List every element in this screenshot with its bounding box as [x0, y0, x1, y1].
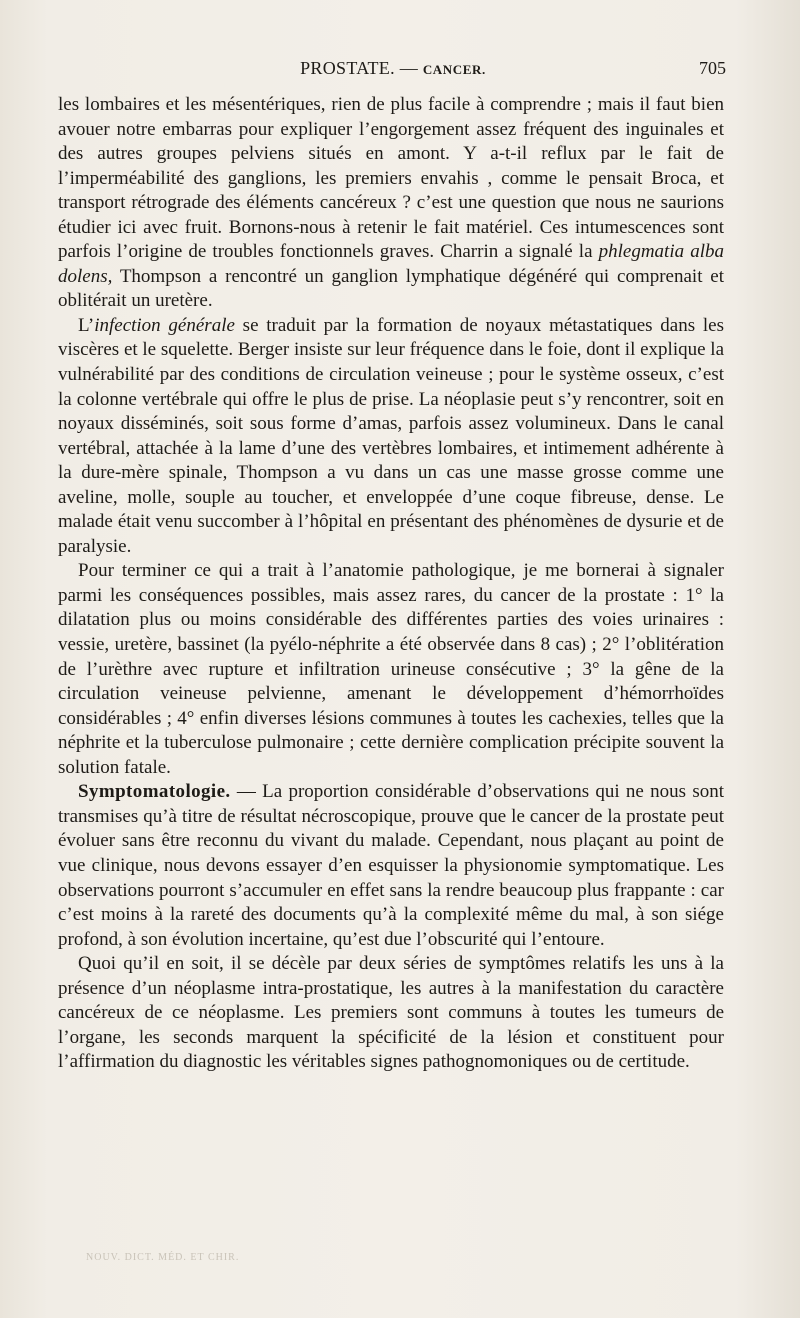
paragraph-text: se traduit par la formation de noyaux métastatiques dans les viscères et le squelette. Berger insiste sur leur fréquence dans le foie, dont il explique la vulnérabilité par des conditions de circulation veineuse ; pour le système osseux, c’est la colonne vertébrale qui offre le plus de prise. La néoplasie peut s’y rencontrer, soit en noyaux disséminés, soit sous forme d’amas, parfois assez volumineux. Dans le canal vertébral, attachée à la lame d’une des vertèbres lombaires, et intimement adhérente à la dure-mère spinale, Thompson a vu dans un cas une masse grosse comme une aveline, molle, souple au toucher, et enveloppée d’une coque fibreuse, dense. Le malade était venu succomber à l’hôpital en présentant des phénomènes de dysurie et de paralysie.	[58, 314, 725, 557]
paragraph-general-infection	[58, 314, 724, 559]
running-title-main: PROSTATE. —	[300, 58, 418, 78]
paragraph-consequences	[58, 559, 724, 780]
paragraph-text: les lombaires et les mésentériques, rien de plus facile à comprendre ; mais il faut bien avouer notre embarras pour expliquer l’engorgement assez fréquent des inguinales et des autres groupes pelviens situés en amont. Y a-t-il reflux par le fait de l’imperméabilité des ganglions, les premiers envahis , comme le pensait Broca, et transport rétrograde des éléments cancéreux ? c’est une question que nous ne saurions étudier ici avec fruit. Bornons-nous à retenir le fait matériel. Ces intumescences sont parfois l’origine de troubles fonctionnels graves. Charrin a signalé la	[58, 94, 724, 263]
paragraph-prefix: L’	[78, 314, 95, 336]
paragraph-lymph-nodes	[58, 93, 724, 314]
page-header	[60, 58, 726, 88]
paragraph-text: Quoi qu’il en soit, il se décèle par deux séries de symptômes relatifs les uns à la présence d’un néoplasme intra-prostatique, les autres à la manifestation du caractère cancéreux de ce néoplasme. Les premiers sont communs à toutes les tumeurs de l’organe, les seconds marquent la spécificité de la lésion et constituent pour l’affirmation du diagnostic les véritables signes pathognomoniques ou de certitude.	[58, 953, 724, 1073]
page-number: 705	[699, 58, 726, 78]
footer-signature: NOUV. DICT. MÉD. ET CHIR.	[86, 1252, 240, 1263]
section-heading: Symptomatologie.	[78, 781, 231, 803]
running-title-sub: CANCER.	[422, 62, 486, 77]
paragraph-text-after: Thompson a rencontré un ganglion lymphatique dégénéré qui comprenait et oblitérait un uretère.	[58, 265, 724, 312]
paragraph-symptomatology	[58, 780, 724, 952]
paragraph-symptom-series	[58, 952, 724, 1075]
body-text	[58, 93, 724, 1075]
running-title	[60, 58, 726, 79]
paragraph-text: — La proportion considérable d’observations qui ne nous sont transmises qu’à titre de résultat nécroscopique, prouve que le cancer de la prostate peut évoluer sans être reconnu du vivant du malade. Cependant, nous plaçant au point de vue clinique, nous devons essayer d’en esquisser la physionomie symptomatique. Les observations pourront s’accumuler en effet sans la rendre beaucoup plus frappante : car c’est moins à la rareté des documents qu’à la complexité même du mal, à son siége profond, à son évolution incertaine, qu’est due l’obscurité qui l’entoure.	[58, 781, 724, 950]
italic-term: phlegmatia alba dolens,	[58, 241, 724, 287]
italic-term: infection générale	[94, 314, 235, 336]
paragraph-text: Pour terminer ce qui a trait à l’anatomie pathologique, je me bornerai à signaler parmi les conséquences possibles, mais assez rares, du cancer de la prostate : 1° la dilatation plus ou moins considérable des différentes parties des voies urinaires : vessie, uretère, bassinet (la pyélo-néphrite a été observée dans 8 cas) ; 2° l’oblitération de l’urèthre avec rupture et infiltration urineuse consécutive ; 3° la gêne de la circulation veineuse pelvienne, amenant le développement d’hémorrhoïdes considérables ; 4° enfin diverses lésions communes à toutes les cachexies, telles que la néphrite et la tuberculose pulmonaire ; cette dernière complication précipite souvent la solution fatale.	[58, 560, 724, 778]
